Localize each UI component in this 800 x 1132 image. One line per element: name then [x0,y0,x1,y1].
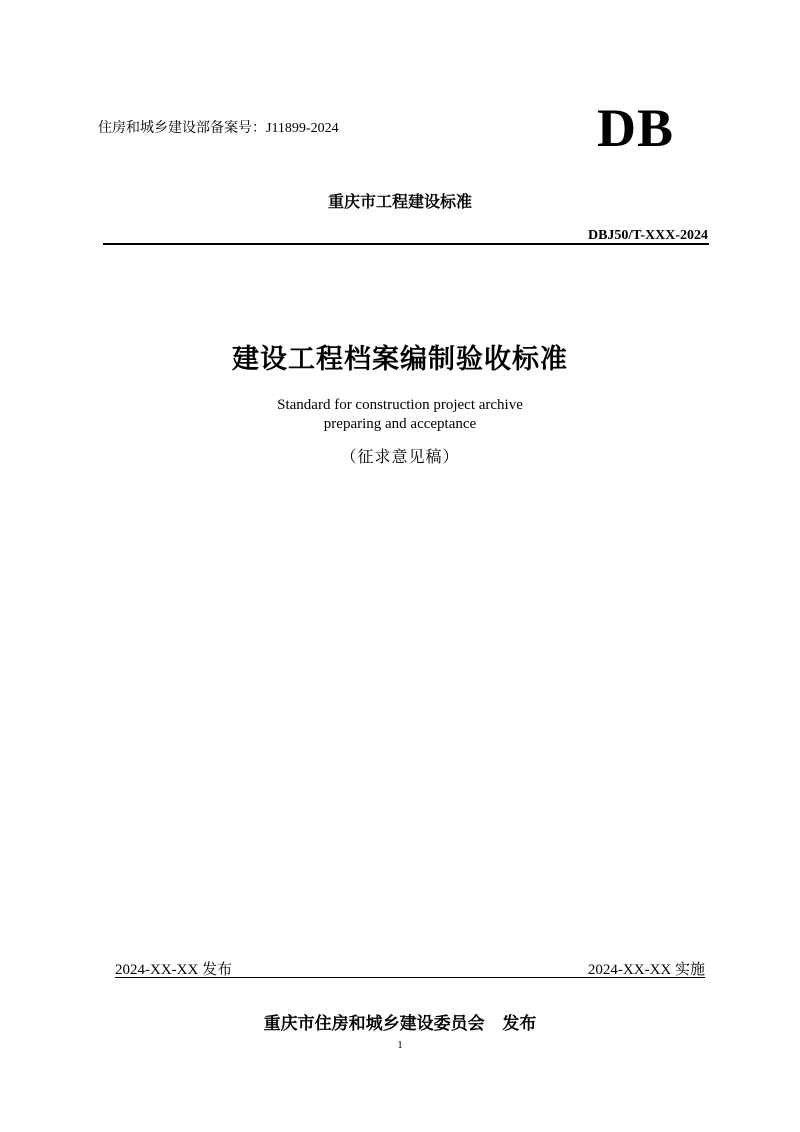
draft-status: （征求意见稿） [340,449,460,466]
title-english-line-1: Standard for construction project archive [277,397,523,413]
document-title-chinese: 建设工程档案编制验收标准 [232,344,568,375]
footer-divider [115,977,705,978]
standard-code: DBJ50/T-XXX-2024 [587,228,708,243]
implementation-date: 2024-XX-XX 实施 [587,962,705,978]
page-number: 1 [397,1039,403,1051]
standard-category: 重庆市工程建设标准 [327,192,472,211]
db-standard-mark: DB [597,98,675,158]
document-title-english [0,396,800,434]
title-english-line-2: preparing and acceptance [323,416,477,432]
header-divider [103,243,709,245]
record-number: 住房和城乡建设部备案号：J11899-2024 [98,121,339,136]
publisher: 重庆市住房和城乡建设委员会 发布 [263,1014,537,1034]
issue-date: 2024-XX-XX 发布 [115,962,233,978]
